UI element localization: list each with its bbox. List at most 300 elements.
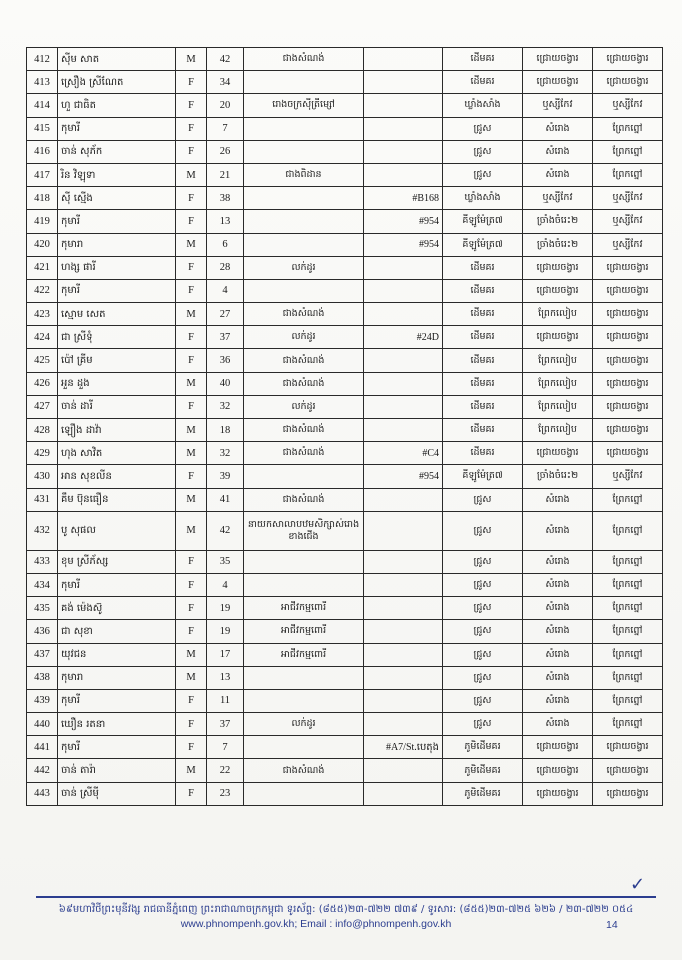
commune-cell: ជ្រោយចង្វារ: [523, 256, 593, 279]
row-number-cell: 432: [27, 511, 58, 550]
age-cell: 21: [207, 163, 244, 186]
house-address-cell: [364, 666, 443, 689]
sex-cell: M: [176, 442, 207, 465]
person-name-cell: ឃឿន រតនា: [58, 713, 176, 736]
house-address-cell: [364, 117, 443, 140]
commune-cell: សំរោង: [523, 117, 593, 140]
table-row: [27, 713, 663, 736]
commune-cell: ឬស្សីកែវ: [523, 187, 593, 210]
sex-cell: M: [176, 666, 207, 689]
age-cell: 32: [207, 442, 244, 465]
village-cell: ដើមគរ: [443, 372, 523, 395]
table-row: [27, 689, 663, 712]
commune-cell: ជ្រោយចង្វារ: [523, 736, 593, 759]
row-number-cell: 427: [27, 395, 58, 418]
district-cell: ជ្រោយចង្វារ: [593, 442, 663, 465]
house-address-cell: [364, 573, 443, 596]
table-row: [27, 117, 663, 140]
sex-cell: F: [176, 140, 207, 163]
row-number-cell: 414: [27, 94, 58, 117]
district-cell: ព្រែកព្នៅ: [593, 597, 663, 620]
occupation-cell: អាជីវកម្មពោរី: [244, 620, 364, 643]
house-address-cell: [364, 279, 443, 302]
village-cell: គីឡូម៉ែត្រ៧: [443, 465, 523, 488]
village-cell: ដើមគរ: [443, 442, 523, 465]
house-address-cell: [364, 163, 443, 186]
age-cell: 13: [207, 666, 244, 689]
occupation-cell: [244, 233, 364, 256]
sex-cell: F: [176, 256, 207, 279]
occupation-cell: លក់ដូរ: [244, 395, 364, 418]
village-cell: ដើមគរ: [443, 71, 523, 94]
sex-cell: F: [176, 713, 207, 736]
person-name-cell: កុមារា: [58, 666, 176, 689]
village-cell: ជ្រូស: [443, 117, 523, 140]
row-number-cell: 413: [27, 71, 58, 94]
house-address-cell: [364, 71, 443, 94]
table-row: [27, 395, 663, 418]
occupation-cell: ជាងសំណង់: [244, 303, 364, 326]
commune-cell: ច្រាំងចំរេះ២: [523, 465, 593, 488]
house-address-cell: [364, 395, 443, 418]
person-name-cell: អាន សុខលីន: [58, 465, 176, 488]
table-row: [27, 736, 663, 759]
occupation-cell: [244, 279, 364, 302]
occupation-cell: [244, 666, 364, 689]
age-cell: 42: [207, 48, 244, 71]
table-row: [27, 550, 663, 573]
occupation-cell: ជាងសំណង់: [244, 349, 364, 372]
table-row: [27, 442, 663, 465]
row-number-cell: 426: [27, 372, 58, 395]
row-number-cell: 438: [27, 666, 58, 689]
person-name-cell: បូ សុផល: [58, 511, 176, 550]
age-cell: 13: [207, 210, 244, 233]
person-name-cell: ឡឿង ដាវ៉ា: [58, 419, 176, 442]
commune-cell: ជ្រោយចង្វារ: [523, 759, 593, 782]
sex-cell: F: [176, 279, 207, 302]
table-body: [27, 48, 663, 806]
age-cell: 17: [207, 643, 244, 666]
table-row: [27, 71, 663, 94]
commune-cell: សំរោង: [523, 666, 593, 689]
row-number-cell: 412: [27, 48, 58, 71]
age-cell: 35: [207, 550, 244, 573]
person-name-cell: យុវជន: [58, 643, 176, 666]
sex-cell: M: [176, 303, 207, 326]
table-row: [27, 326, 663, 349]
row-number-cell: 422: [27, 279, 58, 302]
district-cell: ព្រែកព្នៅ: [593, 550, 663, 573]
sex-cell: F: [176, 94, 207, 117]
row-number-cell: 423: [27, 303, 58, 326]
house-address-cell: #A7/St.បេតុង: [364, 736, 443, 759]
village-cell: ជ្រូស: [443, 689, 523, 712]
occupation-cell: លក់ដូរ: [244, 256, 364, 279]
commune-cell: ជ្រោយចង្វារ: [523, 782, 593, 805]
commune-cell: ព្រែកលៀប: [523, 372, 593, 395]
row-number-cell: 434: [27, 573, 58, 596]
occupation-cell: [244, 573, 364, 596]
row-number-cell: 430: [27, 465, 58, 488]
sex-cell: F: [176, 395, 207, 418]
age-cell: 42: [207, 511, 244, 550]
table-row: [27, 140, 663, 163]
sex-cell: M: [176, 372, 207, 395]
village-cell: ភូមិដើមគរ: [443, 782, 523, 805]
sex-cell: M: [176, 233, 207, 256]
table-row: [27, 511, 663, 550]
village-cell: ជ្រូស: [443, 550, 523, 573]
person-name-cell: កុមារី: [58, 210, 176, 233]
sex-cell: F: [176, 210, 207, 233]
sex-cell: F: [176, 620, 207, 643]
district-cell: ជ្រោយចង្វារ: [593, 372, 663, 395]
occupation-cell: [244, 71, 364, 94]
commune-cell: ព្រែកលៀប: [523, 395, 593, 418]
row-number-cell: 436: [27, 620, 58, 643]
table-row: [27, 233, 663, 256]
district-cell: ឬស្សីកែវ: [593, 210, 663, 233]
occupation-cell: [244, 187, 364, 210]
occupation-cell: អាជីវកម្មពោរី: [244, 643, 364, 666]
occupation-cell: [244, 782, 364, 805]
age-cell: 36: [207, 349, 244, 372]
village-cell: ដើមគរ: [443, 279, 523, 302]
person-name-cell: កុមារី: [58, 573, 176, 596]
occupation-cell: ជាងពិដាន: [244, 163, 364, 186]
occupation-cell: [244, 210, 364, 233]
district-cell: ជ្រោយចង្វារ: [593, 782, 663, 805]
house-address-cell: [364, 349, 443, 372]
commune-cell: សំរោង: [523, 689, 593, 712]
house-address-cell: [364, 140, 443, 163]
age-cell: 32: [207, 395, 244, 418]
village-cell: ជ្រូស: [443, 573, 523, 596]
house-address-cell: [364, 713, 443, 736]
district-cell: ជ្រោយចង្វារ: [593, 71, 663, 94]
district-cell: ព្រែកព្នៅ: [593, 620, 663, 643]
sex-cell: F: [176, 349, 207, 372]
occupation-cell: [244, 465, 364, 488]
sex-cell: F: [176, 117, 207, 140]
row-number-cell: 435: [27, 597, 58, 620]
sex-cell: F: [176, 736, 207, 759]
table-row: [27, 643, 663, 666]
person-name-cell: កុមារី: [58, 736, 176, 759]
row-number-cell: 437: [27, 643, 58, 666]
person-name-cell: ស្រឿង ស្រីណែត: [58, 71, 176, 94]
row-number-cell: 431: [27, 488, 58, 511]
district-cell: ព្រែកព្នៅ: [593, 163, 663, 186]
village-cell: ដើមគរ: [443, 256, 523, 279]
table-row: [27, 488, 663, 511]
age-cell: 37: [207, 713, 244, 736]
village-cell: ភូមិដើមគរ: [443, 736, 523, 759]
district-cell: ព្រែកព្នៅ: [593, 666, 663, 689]
house-address-cell: [364, 303, 443, 326]
table-row: [27, 48, 663, 71]
commune-cell: ច្រាំងចំរេះ២: [523, 233, 593, 256]
person-name-cell: ស្មោម សេត: [58, 303, 176, 326]
person-name-cell: កុមារី: [58, 117, 176, 140]
person-name-cell: ប៉ៅ គ្រីម: [58, 349, 176, 372]
sex-cell: F: [176, 326, 207, 349]
district-cell: ព្រែកព្នៅ: [593, 488, 663, 511]
district-cell: ឬស្សីកែវ: [593, 465, 663, 488]
occupation-cell: រោងចក្រស៊ីត្រីម្សៅ: [244, 94, 364, 117]
occupation-cell: [244, 550, 364, 573]
village-cell: គីឡូម៉ែត្រ៧: [443, 210, 523, 233]
age-cell: 40: [207, 372, 244, 395]
occupation-cell: [244, 117, 364, 140]
age-cell: 39: [207, 465, 244, 488]
row-number-cell: 428: [27, 419, 58, 442]
commune-cell: ព្រែកលៀប: [523, 303, 593, 326]
table-row: [27, 782, 663, 805]
district-cell: ជ្រោយចង្វារ: [593, 256, 663, 279]
sex-cell: M: [176, 419, 207, 442]
house-address-cell: [364, 419, 443, 442]
village-cell: ឃ្លាំងសាំង: [443, 187, 523, 210]
row-number-cell: 417: [27, 163, 58, 186]
district-cell: ជ្រោយចង្វារ: [593, 326, 663, 349]
district-cell: ជ្រោយចង្វារ: [593, 395, 663, 418]
table-row: [27, 573, 663, 596]
house-address-cell: [364, 488, 443, 511]
row-number-cell: 443: [27, 782, 58, 805]
village-cell: ជ្រូស: [443, 666, 523, 689]
age-cell: 38: [207, 187, 244, 210]
occupation-cell: [244, 689, 364, 712]
village-cell: ដើមគរ: [443, 303, 523, 326]
commune-cell: សំរោង: [523, 511, 593, 550]
person-name-cell: ចាន់ តារ៉ា: [58, 759, 176, 782]
district-cell: ព្រែកព្នៅ: [593, 117, 663, 140]
commune-cell: ច្រាំងចំរេះ២: [523, 210, 593, 233]
sex-cell: M: [176, 759, 207, 782]
row-number-cell: 421: [27, 256, 58, 279]
table-row: [27, 759, 663, 782]
row-number-cell: 416: [27, 140, 58, 163]
age-cell: 19: [207, 597, 244, 620]
sex-cell: F: [176, 689, 207, 712]
occupation-cell: ជាងសំណង់: [244, 372, 364, 395]
commune-cell: សំរោង: [523, 163, 593, 186]
age-cell: 27: [207, 303, 244, 326]
age-cell: 28: [207, 256, 244, 279]
row-number-cell: 442: [27, 759, 58, 782]
commune-cell: សំរោង: [523, 643, 593, 666]
house-address-cell: #954: [364, 233, 443, 256]
person-name-cell: ចាន់ សុភ័ក: [58, 140, 176, 163]
village-cell: ដើមគរ: [443, 48, 523, 71]
district-cell: ជ្រោយចង្វារ: [593, 419, 663, 442]
district-cell: ជ្រោយចង្វារ: [593, 279, 663, 302]
age-cell: 26: [207, 140, 244, 163]
person-name-cell: ស៊ី ស្មើង: [58, 187, 176, 210]
age-cell: 4: [207, 573, 244, 596]
row-number-cell: 441: [27, 736, 58, 759]
person-name-cell: ហួ ជាធិត: [58, 94, 176, 117]
person-name-cell: អួន ដួង: [58, 372, 176, 395]
person-name-cell: កុមារី: [58, 279, 176, 302]
row-number-cell: 429: [27, 442, 58, 465]
person-name-cell: កុមារី: [58, 689, 176, 712]
person-name-cell: ហង្ស ផារី: [58, 256, 176, 279]
footer-website[interactable]: www.phnompenh.gov.kh; Email : info@phnompenh.gov.kh: [180, 918, 452, 930]
commune-cell: ជ្រោយចង្វារ: [523, 48, 593, 71]
house-address-cell: #954: [364, 210, 443, 233]
table-row: [27, 597, 663, 620]
age-cell: 20: [207, 94, 244, 117]
age-cell: 18: [207, 419, 244, 442]
age-cell: 4: [207, 279, 244, 302]
occupation-cell: ជាងសំណង់: [244, 442, 364, 465]
district-cell: ជ្រោយចង្វារ: [593, 303, 663, 326]
table-row: [27, 256, 663, 279]
village-cell: ដើមគរ: [443, 419, 523, 442]
house-address-cell: [364, 256, 443, 279]
row-number-cell: 440: [27, 713, 58, 736]
age-cell: 11: [207, 689, 244, 712]
page-number: 14: [606, 919, 618, 931]
house-address-cell: [364, 689, 443, 712]
commune-cell: ជ្រោយចង្វារ: [523, 442, 593, 465]
occupation-cell: ជាងសំណង់: [244, 488, 364, 511]
district-cell: ឬស្សីកែវ: [593, 233, 663, 256]
sex-cell: F: [176, 71, 207, 94]
person-name-cell: គឹម ប៊ុនធឿន: [58, 488, 176, 511]
village-cell: ឃ្លាំងសាំង: [443, 94, 523, 117]
table-row: [27, 163, 663, 186]
sex-cell: M: [176, 488, 207, 511]
age-cell: 7: [207, 117, 244, 140]
table-row: [27, 303, 663, 326]
person-name-cell: ជា ស្រីទុំ: [58, 326, 176, 349]
row-number-cell: 439: [27, 689, 58, 712]
person-name-cell: ខុម ស្រីភ័ស្ស: [58, 550, 176, 573]
footer-address: ៦៩មហាវិថីព្រះមុនីវង្ស រាជធានីភ្នំពេញ ព្រះរាជាណាចក្រកម្ពុជា ទូរស័ព្ទ: (៨៥៥)២៣-៧២២ ៧៣៩ / ទូរសារ: (៨៥៥)២៣-៧២៥ ៦២៦ / ២៣-៧២២ ០៥៤: [58, 904, 634, 915]
district-cell: ឬស្សីកែវ: [593, 94, 663, 117]
occupation-cell: លក់ដូរ: [244, 713, 364, 736]
signature-mark-icon: ✓: [630, 874, 646, 895]
row-number-cell: 433: [27, 550, 58, 573]
table-row: [27, 465, 663, 488]
house-address-cell: [364, 94, 443, 117]
occupation-cell: ជាងសំណង់: [244, 759, 364, 782]
age-cell: 34: [207, 71, 244, 94]
table-row: [27, 419, 663, 442]
person-name-cell: ចាន់ ស្រីម៉ី: [58, 782, 176, 805]
age-cell: 19: [207, 620, 244, 643]
occupation-cell: លក់ដូរ: [244, 326, 364, 349]
village-cell: ជ្រូស: [443, 597, 523, 620]
sex-cell: F: [176, 597, 207, 620]
table-row: [27, 372, 663, 395]
table-row: [27, 349, 663, 372]
age-cell: 7: [207, 736, 244, 759]
person-name-cell: ចាន់ ដារី: [58, 395, 176, 418]
district-cell: ព្រែកព្នៅ: [593, 713, 663, 736]
commune-cell: សំរោង: [523, 597, 593, 620]
commune-cell: ព្រែកលៀប: [523, 349, 593, 372]
occupation-cell: ជាងសំណង់: [244, 48, 364, 71]
row-number-cell: 424: [27, 326, 58, 349]
commune-cell: សំរោង: [523, 488, 593, 511]
sex-cell: M: [176, 643, 207, 666]
village-cell: ជ្រូស: [443, 511, 523, 550]
house-address-cell: [364, 597, 443, 620]
age-cell: 6: [207, 233, 244, 256]
row-number-cell: 418: [27, 187, 58, 210]
house-address-cell: [364, 550, 443, 573]
house-address-cell: #24D: [364, 326, 443, 349]
commune-cell: ជ្រោយចង្វារ: [523, 279, 593, 302]
age-cell: 37: [207, 326, 244, 349]
table-row: [27, 94, 663, 117]
commune-cell: សំរោង: [523, 620, 593, 643]
person-name-cell: គង់ ម៉េងស៊ូ: [58, 597, 176, 620]
person-name-cell: កុមារា: [58, 233, 176, 256]
district-cell: ព្រែកព្នៅ: [593, 689, 663, 712]
house-address-cell: #954: [364, 465, 443, 488]
house-address-cell: #C4: [364, 442, 443, 465]
village-cell: ដើមគរ: [443, 395, 523, 418]
district-cell: ឬស្សីកែវ: [593, 187, 663, 210]
commune-cell: ព្រែកលៀប: [523, 419, 593, 442]
village-cell: ជ្រូស: [443, 713, 523, 736]
age-cell: 22: [207, 759, 244, 782]
commune-cell: សំរោង: [523, 573, 593, 596]
house-address-cell: [364, 643, 443, 666]
commune-cell: សំរោង: [523, 550, 593, 573]
village-cell: ដើមគរ: [443, 349, 523, 372]
occupation-cell: ជាងសំណង់: [244, 419, 364, 442]
commune-cell: ជ្រោយចង្វារ: [523, 71, 593, 94]
table-row: [27, 187, 663, 210]
district-cell: ជ្រោយចង្វារ: [593, 349, 663, 372]
row-number-cell: 420: [27, 233, 58, 256]
village-cell: ជ្រូស: [443, 620, 523, 643]
person-name-cell: រិន វិឡុទា: [58, 163, 176, 186]
house-address-cell: [364, 782, 443, 805]
house-address-cell: #B168: [364, 187, 443, 210]
village-cell: ដើមគរ: [443, 326, 523, 349]
village-cell: ជ្រូស: [443, 140, 523, 163]
commune-cell: សំរោង: [523, 713, 593, 736]
sex-cell: F: [176, 550, 207, 573]
footer-divider: [36, 896, 656, 898]
row-number-cell: 425: [27, 349, 58, 372]
row-number-cell: 419: [27, 210, 58, 233]
table-row: [27, 279, 663, 302]
sex-cell: M: [176, 163, 207, 186]
row-number-cell: 415: [27, 117, 58, 140]
sex-cell: M: [176, 48, 207, 71]
sex-cell: F: [176, 573, 207, 596]
house-address-cell: [364, 372, 443, 395]
district-cell: ជ្រោយចង្វារ: [593, 736, 663, 759]
district-cell: ព្រែកព្នៅ: [593, 511, 663, 550]
village-cell: ជ្រូស: [443, 488, 523, 511]
village-cell: គីឡូម៉ែត្រ៧: [443, 233, 523, 256]
occupation-cell: អាជីវកម្មពោរី: [244, 597, 364, 620]
village-cell: ជ្រូស: [443, 643, 523, 666]
case-list-table: [26, 47, 663, 806]
commune-cell: ជ្រោយចង្វារ: [523, 326, 593, 349]
occupation-cell: នាយកសាលាបឋមសិក្សាស់រោងខាងជើង: [244, 511, 364, 550]
